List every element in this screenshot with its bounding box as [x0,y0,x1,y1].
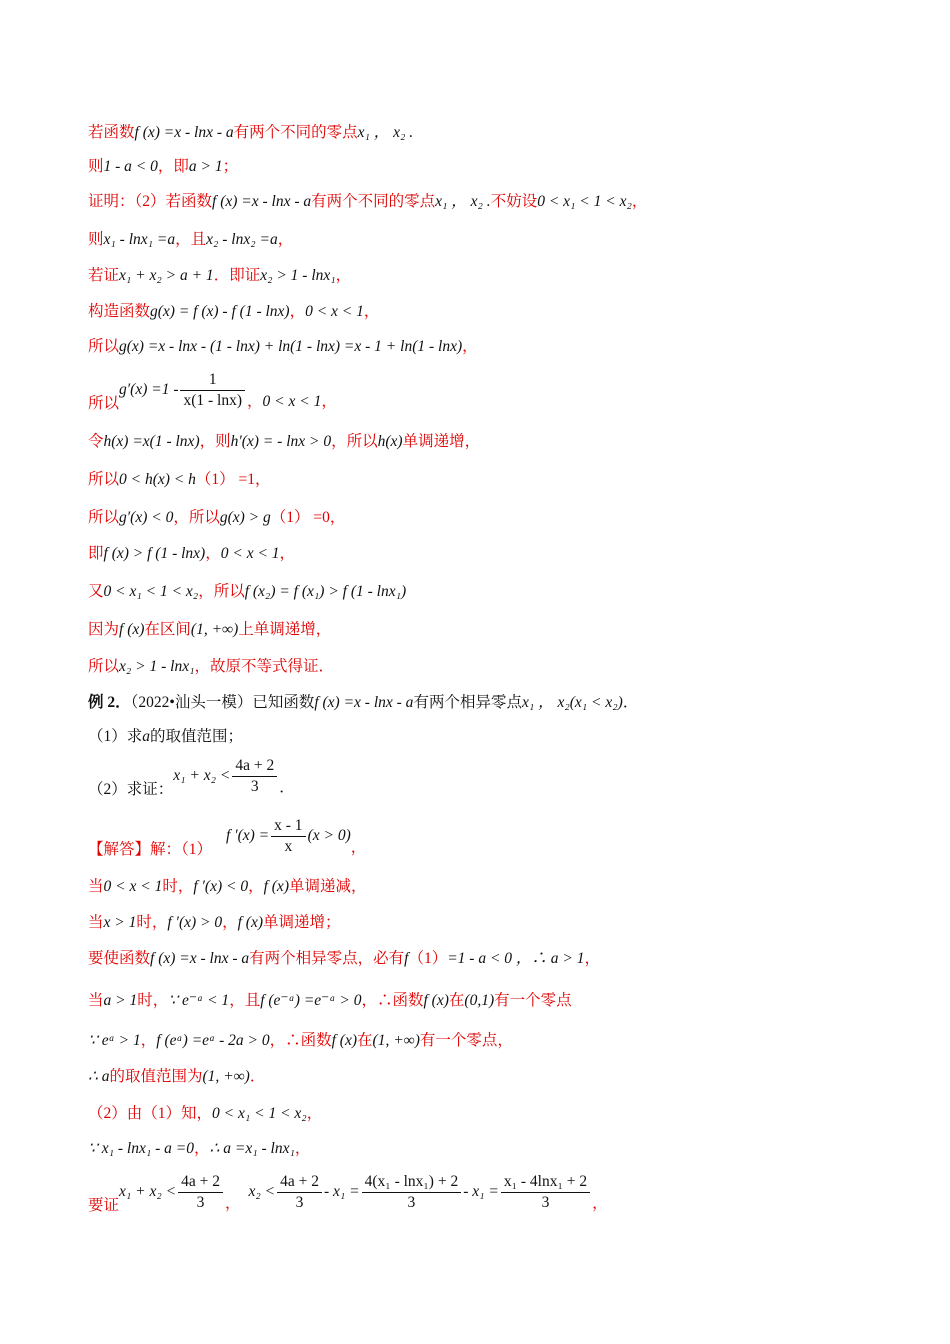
text: 当 [88,878,104,895]
fraction [277,1172,322,1213]
text: 时， [136,914,168,931]
text: ， [584,950,601,967]
fraction [178,1172,223,1213]
formula: h(x) =x(1 - lnx) [103,433,200,450]
formula: ∴ a =x₁ - lnx₁ [209,1140,295,1157]
text: ， [335,267,352,284]
numerator: x - 1 [271,816,305,837]
text: ，∴函数 [269,1032,332,1049]
denominator: 3 [295,1194,304,1211]
line-27 [88,1138,910,1160]
text: （2）求证： [88,781,174,799]
text: ， [631,193,648,210]
text: 若证 [88,267,120,284]
text: 单调递减， [288,878,367,895]
formula: x₂ < [248,1183,276,1201]
formula: x₁ ， x₂ . [357,124,414,141]
line-5 [88,265,910,287]
line-21 [88,912,910,934]
numerator: 4a + 2 [178,1172,223,1193]
formula: 0 < x < 1 [220,545,280,562]
text: 所以 [88,395,120,413]
line-4 [88,229,910,251]
text: 要证 [88,1197,120,1215]
formula: 0 < x < 1 [262,393,322,411]
formula: x₂ - lnx₂ =a [206,231,278,248]
formula: f (e⁻ᵃ) =e⁻ᵃ > 0 [260,992,362,1009]
text: 单调递增， [402,433,481,450]
text: ， [306,1105,323,1122]
formula: f (x) [263,878,289,895]
text: 所以 [88,471,120,488]
text: 时， [137,992,169,1009]
formula: f ′(x) < 0 [193,878,249,895]
text: 当 [88,992,104,1009]
text: ， [222,914,238,931]
text: 有一个零点， [419,1032,513,1049]
text: 有两个不同的零点 [233,124,358,141]
line-13 [88,581,910,603]
line-1 [88,122,910,144]
text: 令 [88,433,104,450]
fraction [180,370,245,411]
text: ； [222,158,239,175]
numerator: 4a + 2 [232,756,277,777]
denominator: 3 [407,1194,416,1211]
formula: - x₁ = [323,1183,360,1201]
formula: (1, +∞) [202,1068,250,1085]
text: （2022•汕头一模）已知函数 [130,694,315,711]
formula: f (x) [423,992,449,1009]
formula: g(x) > g [219,509,271,526]
formula: f ′(x) > 0 [167,914,223,931]
line-6 [88,301,910,323]
text: 若函数 [88,124,135,141]
fraction [362,1172,462,1213]
formula: g(x) = f (x) - f (1 - lnx) [150,303,290,320]
denominator: 3 [250,778,259,795]
line-28 [88,1172,910,1217]
text: 有两个不同的零点 [311,193,436,210]
numerator: 1 [180,370,245,391]
example-label: 例 2． [88,694,131,711]
line-25 [88,1066,910,1088]
text: ，所以 [173,509,220,526]
line-15 [88,656,910,678]
solution-label: 【解答】 [88,841,151,859]
text: ， [140,1032,157,1049]
formula: f (x) > f (1 - lnx) [103,545,206,562]
line-7 [88,336,910,358]
formula: x₁ + x₂ > a + 1 [119,267,214,284]
text: 因为 [88,621,120,638]
formula: 0 < x < 1 [305,303,364,320]
text: （1） =0， [270,509,346,526]
text: ， [350,839,367,857]
text: ，且 [229,992,261,1009]
text: ， [592,1195,608,1213]
formula: h(x) [377,433,403,450]
formula: f (x₂) = f (x₁) > f (1 - lnx₁) [244,583,407,600]
text: 单调递增； [263,914,341,931]
formula: x₁ + x₂ < [173,767,231,785]
text: 构造函数 [88,303,151,320]
denominator: x [284,838,293,855]
text: 有一个零点 [494,992,572,1009]
formula: x > 1 [103,914,137,931]
text: ， [205,545,221,562]
text: ，所以 [331,433,378,450]
text: 则 [88,231,104,248]
text: 又 [88,583,104,600]
line-26 [88,1103,910,1125]
text: ， [294,1140,311,1157]
text: 所以 [88,658,120,675]
formula: 0 < x < 1 [103,878,163,895]
line-9 [88,431,910,453]
formula: x₂ > 1 - lnx₁ [260,267,336,284]
denominator: x(1 - lnx) [183,392,243,409]
fraction [271,816,305,857]
formula: 0 < h(x) < h [119,471,196,488]
text: （1）求 [88,728,143,745]
formula: (1, +∞) [190,621,239,638]
text: 所以 [88,509,120,526]
line-8 [88,370,910,415]
formula: 0 < x₁ < 1 < x₂ [103,583,199,600]
formula: f [404,950,409,967]
line-16-example-2 [88,692,910,714]
formula: - x₁ = [463,1183,499,1201]
formula: =1 - a < 0 ，∴ a > 1 [447,950,585,967]
text: （1） =1， [195,471,271,488]
formula: 1 - a < 0 [103,158,158,175]
text: ， [248,878,264,895]
formula: h′(x) = - lnx > 0 [230,433,332,450]
formula: (1, +∞) [372,1032,420,1049]
text: 有两个相异零点，必有 [249,950,405,967]
formula: f (x) [119,621,145,638]
line-22 [88,948,910,970]
text: 即 [88,545,104,562]
formula: 0 < x₁ < 1 < x₂ [537,193,632,210]
formula: x₂ > 1 - lnx₁ [119,658,195,675]
line-2 [88,156,910,178]
line-11 [88,507,910,529]
line-12 [88,543,910,565]
text: ，则 [199,433,231,450]
formula: a > 1 [103,992,138,1009]
text: ． [279,779,295,797]
formula: f (x) =x - lnx - a [212,193,312,210]
text: 解：（1） [150,841,213,859]
text: 上单调递增， [238,621,332,638]
text: 不妨设 [490,193,538,210]
denominator: 3 [541,1194,550,1211]
formula: x₁ ， x₂ . [435,193,491,210]
line-10 [88,469,910,491]
line-24 [88,1030,910,1052]
text: 则 [88,158,104,175]
formula: f (x) [331,1032,358,1049]
formula: 0 < x₁ < 1 < x₂ [212,1105,307,1122]
line-19-solution [88,816,910,861]
text: 时， [162,878,194,895]
text: ， [194,1140,210,1157]
text: ，即 [157,158,189,175]
text: ， [277,231,294,248]
text: 在 [448,992,465,1009]
formula: (0,1) [464,992,495,1009]
text: （2）由（1）知， [88,1105,213,1122]
formula: a > 1 [188,158,223,175]
formula: f (x) [237,914,264,931]
text: 有两个相异零点 [413,694,522,711]
fraction [232,756,277,797]
text: 当 [88,914,104,931]
formula: ∴ a [88,1068,110,1085]
line-3 [88,191,910,213]
line-14 [88,619,910,641]
text: 所以 [88,338,120,355]
text: ， [279,545,296,562]
text: ， [363,303,380,320]
formula: ∵ eᵃ > 1 [88,1032,141,1049]
text: ， [247,393,263,411]
formula: x₁ + x₂ < [119,1183,177,1201]
text: 在 [357,1032,373,1049]
text: ，故原不等式得证． [194,658,334,675]
formula: ∵ e⁻ᵃ < 1 [168,992,230,1009]
fraction [501,1172,590,1213]
formula: f ′(x) = [226,827,270,845]
text: 在区间 [144,621,191,638]
numerator: 4(x₁ - lnx₁) + 2 [362,1172,462,1193]
text: ． [249,1068,266,1085]
numerator: x₁ - 4lnx₁ + 2 [501,1172,590,1193]
formula: ∵ x₁ - lnx₁ - a =0 [88,1140,194,1157]
line-20 [88,876,910,898]
text: 的取值范围； [150,728,244,745]
numerator: 4a + 2 [277,1172,322,1193]
line-17 [88,726,910,748]
text: ，所以 [198,583,245,600]
line-18 [88,756,910,801]
text: 的取值范围为 [109,1068,203,1085]
formula: g′(x) =1 - [119,381,179,399]
text: ．即证 [213,267,261,284]
formula: f (x) =x - lnx - a [134,124,234,141]
formula: f (x) =x - lnx - a [150,950,250,967]
text: （1） [408,950,448,967]
formula: a [142,728,151,745]
text: ． [622,694,639,711]
formula: f (eᵃ) =eᵃ - 2a > 0 [156,1032,270,1049]
text: ，且 [175,231,207,248]
formula: x₁ - lnx₁ =a [103,231,176,248]
formula: g(x) =x - lnx - (1 - lnx) + ln(1 - lnx) =x - 1 + ln(1 - lnx) [119,338,463,355]
text: ， [462,338,478,355]
text: ， [321,393,337,411]
denominator: 3 [196,1194,205,1211]
text: ， [224,1195,241,1213]
line-23 [88,990,910,1012]
formula: f (x) =x - lnx - a [314,694,414,711]
text: ， [289,303,306,320]
text: 证明：（2）若函数 [88,193,213,210]
text: 要使函数 [88,950,151,967]
text: ，∴函数 [361,992,424,1009]
formula: g′(x) < 0 [119,509,174,526]
formula: (x > 0) [307,827,351,845]
formula: x₁ ， x₂(x₁ < x₂) [521,694,623,711]
